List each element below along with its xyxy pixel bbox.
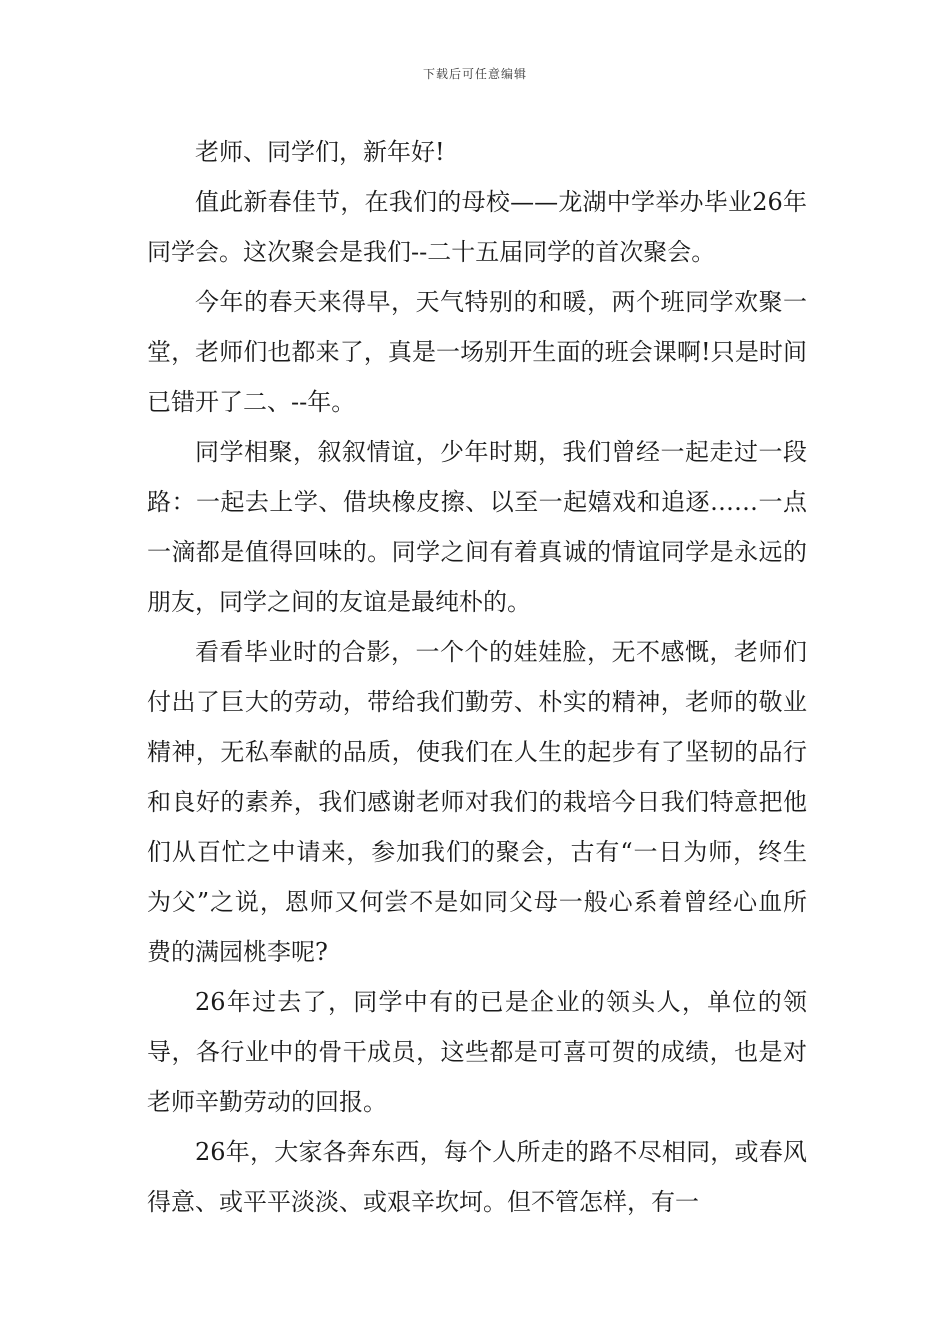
paragraph-reunion-intro: 值此新春佳节，在我们的母校——龙湖中学举办毕业26年同学会。这次聚会是我们--二十五届同学的首次聚会。 <box>147 188 807 266</box>
paragraph-teachers-thanks: 看看毕业时的合影，一个个的娃娃脸，无不感慨，老师们付出了巨大的劳动，带给我们勤劳、朴实的精神，老师的敬业精神，无私奉献的品质，使我们在人生的起步有了坚韧的品行和良好的素养，我们感谢老师对我们的栽培今日我们特意把他们从百忙之中请来，参加我们的聚会，古有“一日为师，终生为父”之说，恩师又何尝不是如同父母一般心系着曾经心血所费的满园桃李呢? <box>147 638 807 966</box>
paragraph-different-paths: 26年，大家各奔东西，每个人所走的路不尽相同，或春风得意、或平平淡淡、或艰辛坎坷。但不管怎样，有一 <box>147 1138 807 1216</box>
paragraph-achievements: 26年过去了，同学中有的已是企业的领头人，单位的领导，各行业中的骨干成员，这些都是可喜可贺的成绩，也是对老师辛勤劳动的回报。 <box>147 988 807 1116</box>
document-body <box>147 127 807 1227</box>
page-header: 下载后可任意编辑 <box>422 67 527 81</box>
paragraph-spring-gathering: 今年的春天来得早，天气特别的和暖，两个班同学欢聚一堂，老师们也都来了，真是一场别开生面的班会课啊!只是时间已错开了二、--年。 <box>147 288 807 416</box>
paragraph-greeting: 老师、同学们，新年好! <box>195 138 445 166</box>
paragraph-friendship: 同学相聚，叙叙情谊，少年时期，我们曾经一起走过一段路：一起去上学、借块橡皮擦、以至一起嬉戏和追逐……一点一滴都是值得回味的。同学之间有着真诚的情谊同学是永远的朋友，同学之间的友谊是最纯朴的。 <box>147 438 807 616</box>
